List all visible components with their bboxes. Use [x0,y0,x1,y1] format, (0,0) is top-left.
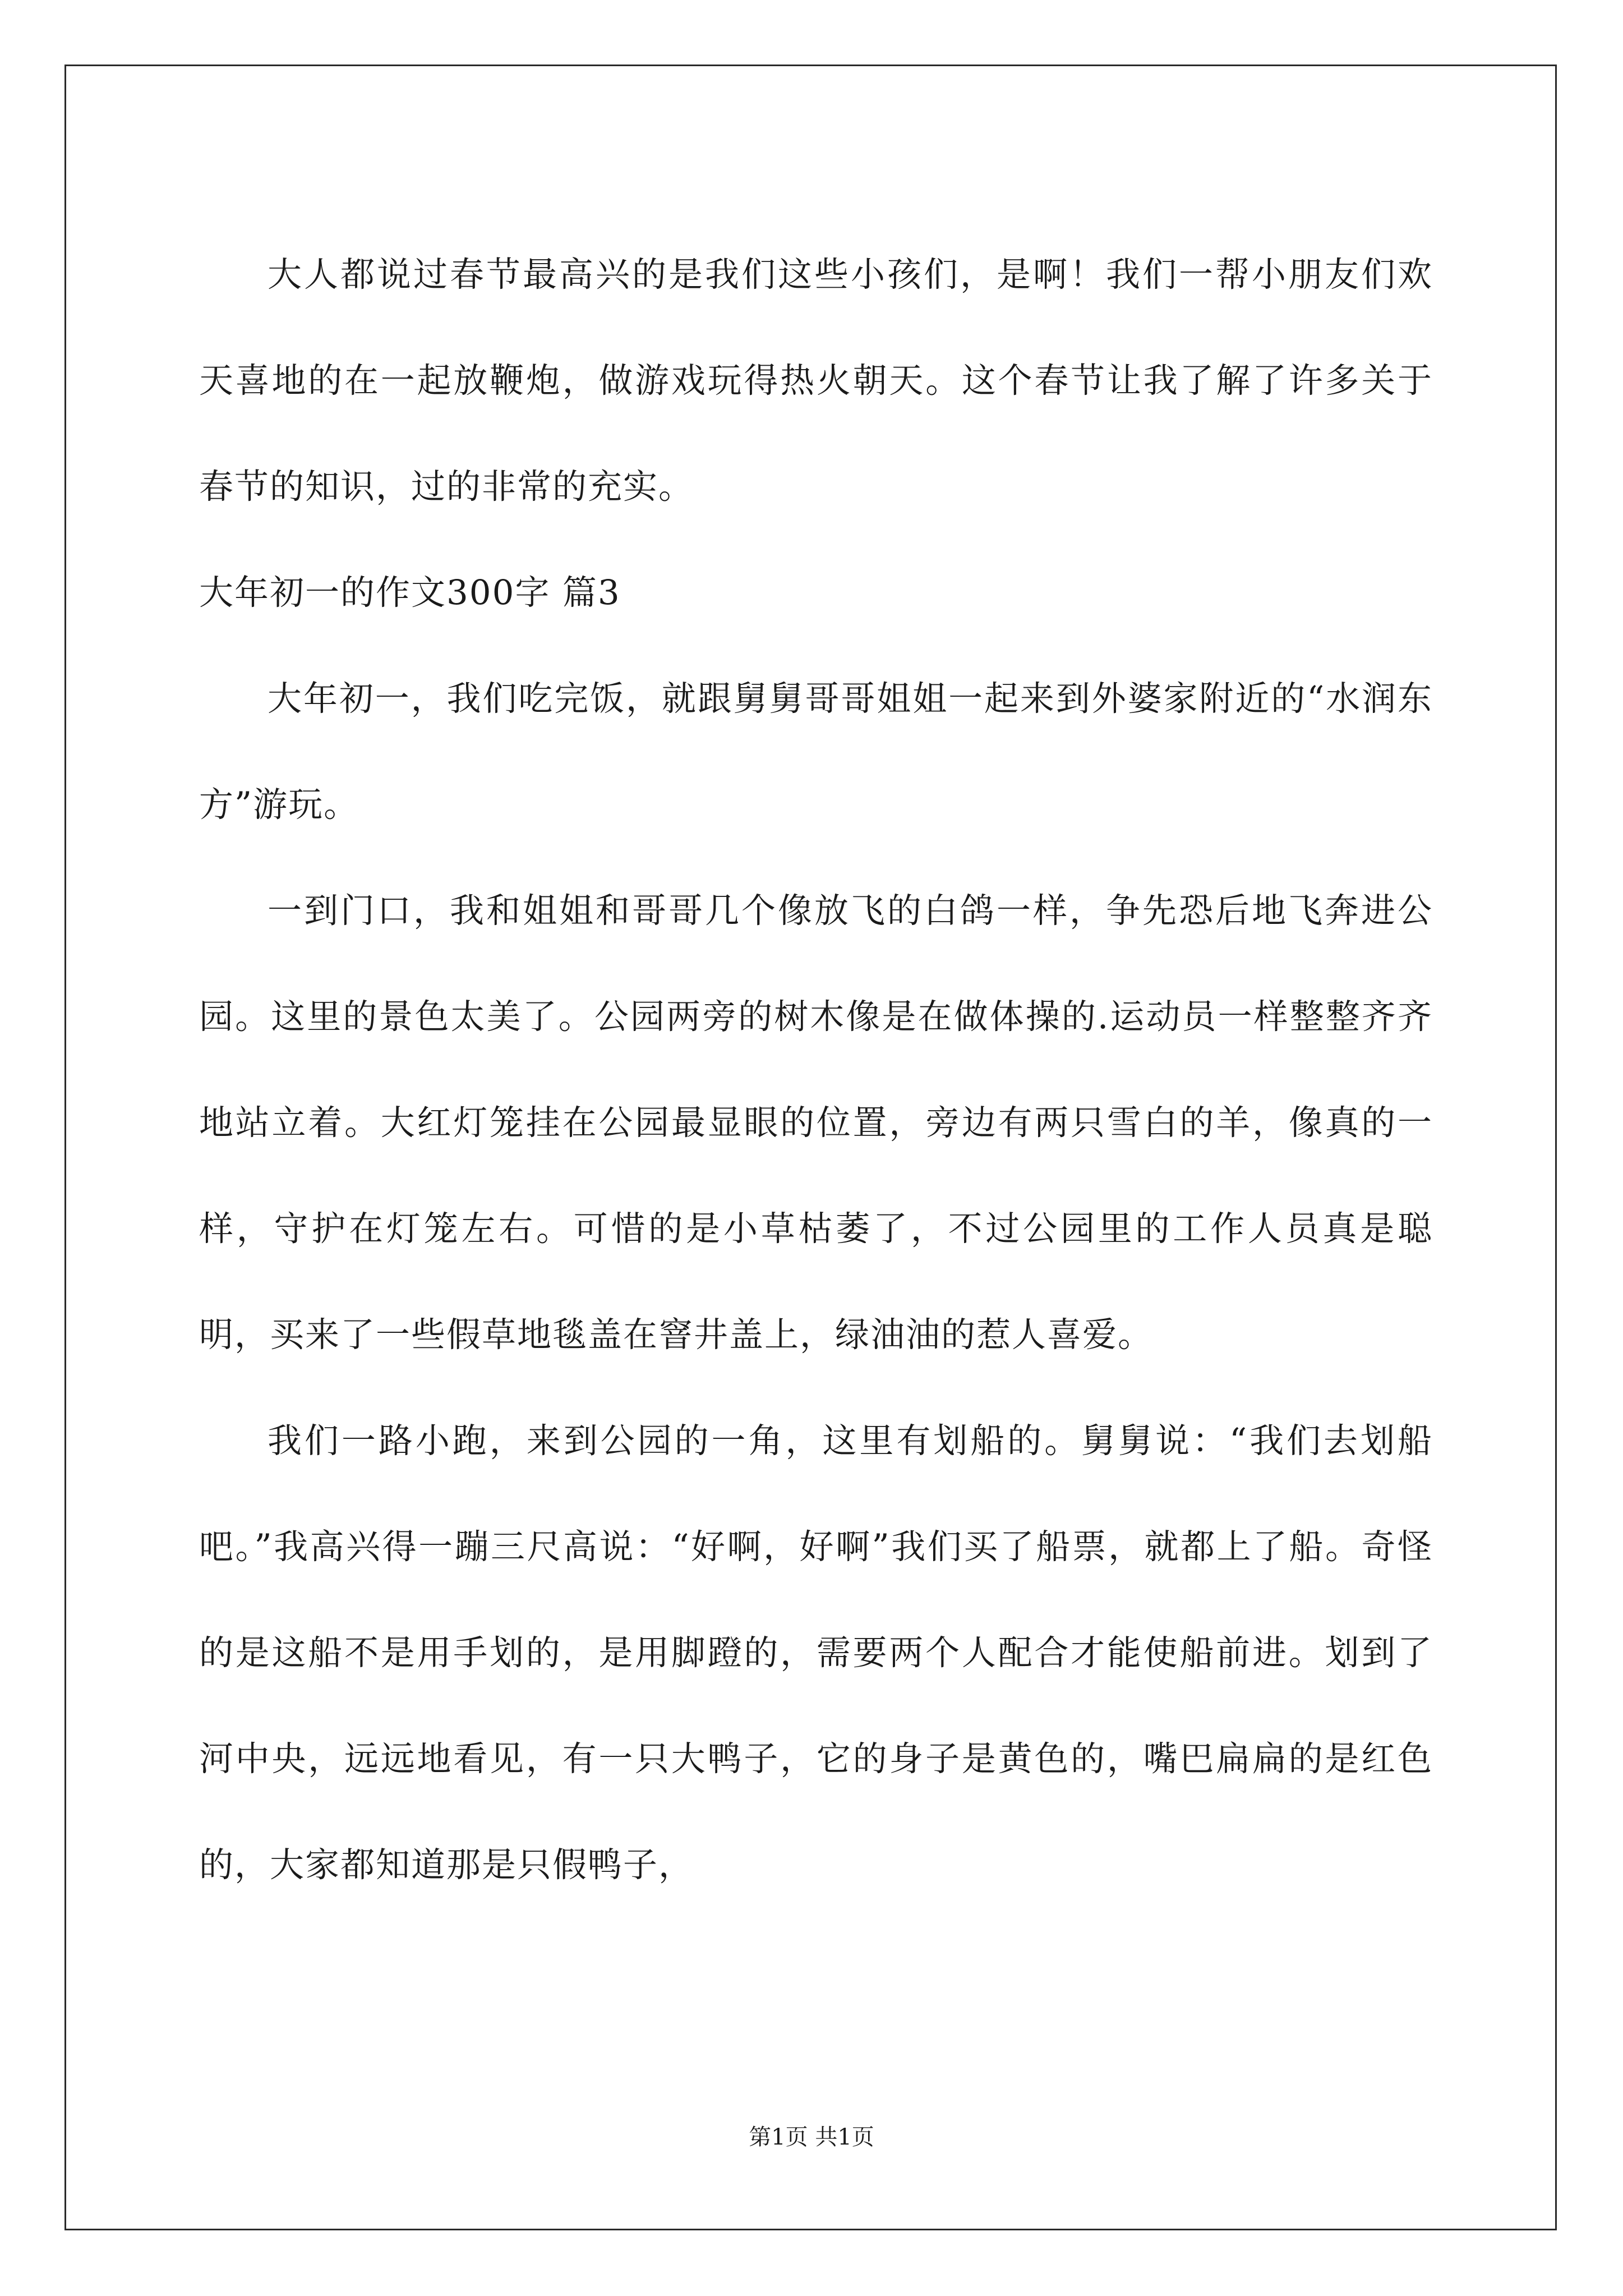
paragraph-2: 大年初一，我们吃完饭，就跟舅舅哥哥姐姐一起来到外婆家附近的“水润东方”游玩。 [199,679,1433,825]
paragraph-3: 一到门口，我和姐姐和哥哥几个像放飞的白鸽一样，争先恐后地飞奔进公园。这里的景色太美了。公园两旁的树木像是在做体操的.运动员一样整整齐齐地站立着。大红灯笼挂在公园最显眼的位置，旁边有两只雪白的羊，像真的一样，守护在灯笼左右。可惜的是小草枯萎了，不过公园里的工作人员真是聪明，买来了一些假草地毯盖在窨井盖上，绿油油的惹人喜爱。 [199,891,1433,1355]
document-body [199,222,1433,1918]
section-heading: 大年初一的作文300字 篇3 [199,573,621,613]
page-number-footer: 第1页 共1页 [749,2124,874,2150]
paragraph-4: 我们一路小跑，来到公园的一角，这里有划船的。舅舅说：“我们去划船吧。”我高兴得一蹦三尺高说：“好啊，好啊”我们买了船票，就都上了船。奇怪的是这船不是用手划的，是用脚蹬的，需要两个人配合才能使船前进。划到了河中央，远远地看见，有一只大鸭子，它的身子是黄色的，嘴巴扁扁的是红色的，大家都知道那是只假鸭子， [199,1421,1433,1885]
paragraph-1: 大人都说过春节最高兴的是我们这些小孩们，是啊！我们一帮小朋友们欢天喜地的在一起放鞭炮，做游戏玩得热火朝天。这个春节让我了解了许多关于春节的知识，过的非常的充实。 [199,255,1433,507]
